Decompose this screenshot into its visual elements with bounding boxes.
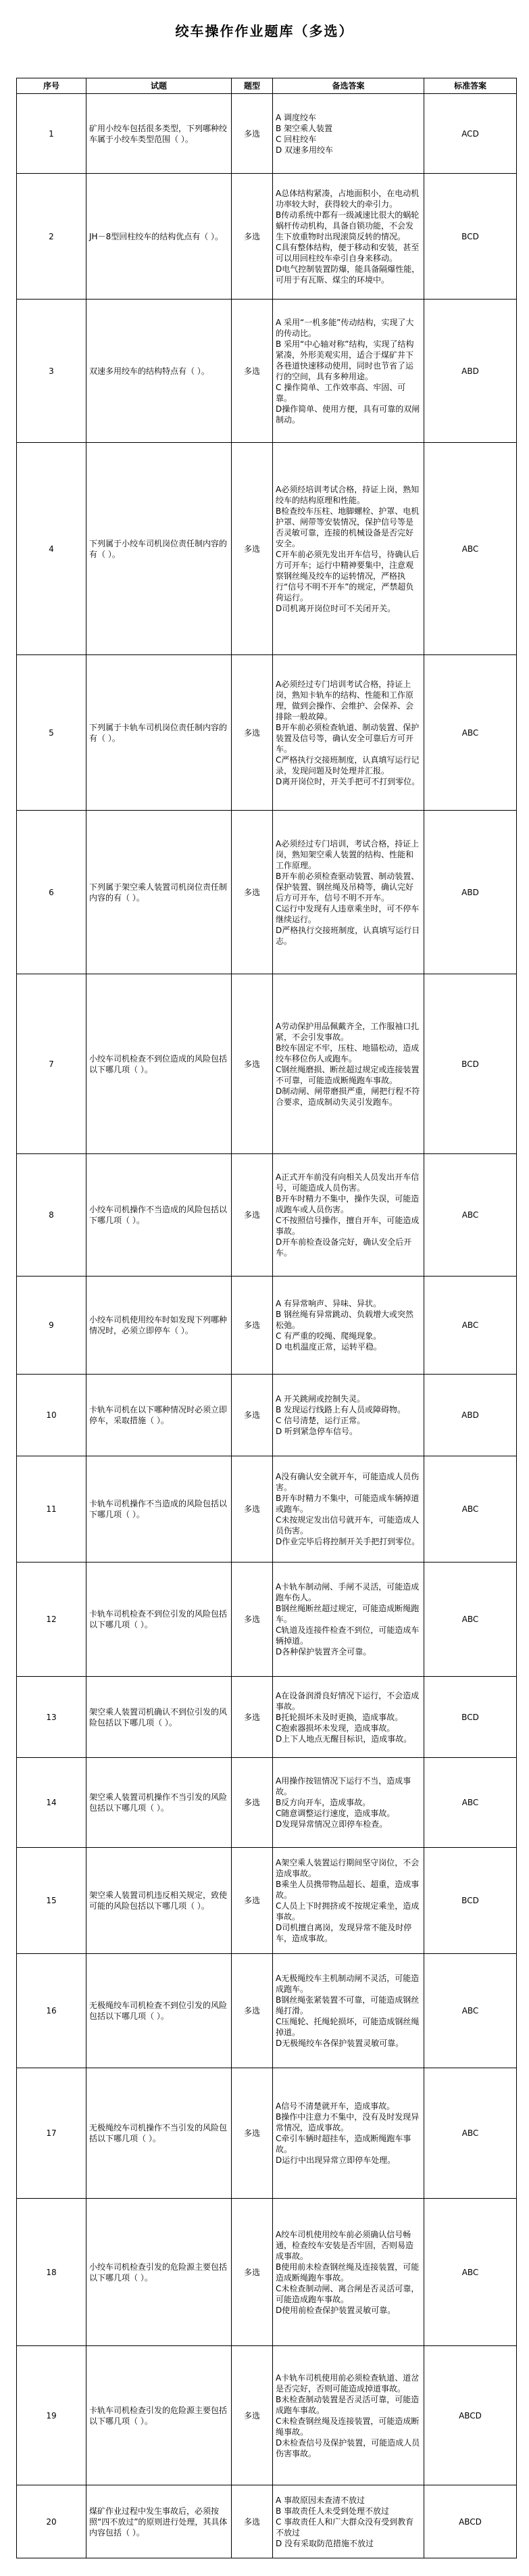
question-row <box>17 2199 517 2346</box>
question-row <box>17 1954 517 2068</box>
question-number: 13 <box>17 1677 86 1758</box>
answer-options: A 有异常响声、异味、异状。 B 钢丝绳有异常跳动、负载增大或突然松弛。 C 有严重的咬绳、爬绳现象。 D 电机温度正常，运转平稳。 <box>273 1277 424 1375</box>
question-number: 20 <box>17 2485 86 2558</box>
question-row <box>17 1677 517 1758</box>
answer-options: A必须经过专门培训，考试合格，持证上岗，熟知架空乘人装置的结构、性能和工作原理。 B开车前必须检查驱动装置、制动装置、保护装置、钢丝绳及吊椅等，确认完好后方可开车，信号不明不开车。 C运行中发现有人违章乘坐时，可不停车继续运行。 D严格执行交接班制度，认真填写运行日志。 <box>273 811 424 974</box>
question-type: 多选 <box>232 2346 273 2485</box>
answer-options: A 开关跳闸或控制失灵。 B 发现运行线路上有人员或障碍物。 C 信号清楚，运行正常。 D 听到紧急停车信号。 <box>273 1375 424 1456</box>
question-type: 多选 <box>232 1375 273 1456</box>
question-row <box>17 1563 517 1677</box>
standard-answer: ABC <box>424 443 517 655</box>
question-type: 多选 <box>232 2068 273 2199</box>
question-type: 多选 <box>232 1758 273 1848</box>
question-text: 小绞车司机检查引发的危险源主要包括以下哪几项（ ）。 <box>86 2199 232 2346</box>
answer-options: A信号不清楚就开车，造成事故。 B操作中注意力不集中，没有及时发现异常情况，造成事故。 C牵引车辆时超挂车，造成断绳跑车事故。 D运行中出现异常立即停车处理。 <box>273 2068 424 2199</box>
question-type: 多选 <box>232 1954 273 2068</box>
answer-options: A架空乘人装置运行期间坚守岗位，不会造成事故。 B乘坐人员携带物品超长、超重，造成事故。 C人员上下时拥挤或不按规定乘坐，造成事故。 D司机擅自离岗，发现异常不能及时停车，造成事故。 <box>273 1848 424 1954</box>
question-row <box>17 174 517 300</box>
question-type: 多选 <box>232 1563 273 1677</box>
standard-answer: ABC <box>424 1277 517 1375</box>
question-row <box>17 1375 517 1456</box>
question-text: 小绞车司机使用绞车时如发现下列哪种情况时，必须立即停车（ ）。 <box>86 1277 232 1375</box>
question-type: 多选 <box>232 1154 273 1277</box>
answer-options: A卡轨车司机使用前必须检查轨道、道岔是否完好，否则可能造成掉道事故。 B未检查制动装置是否灵活可靠，可能造成跑车事故。 C未检查钢丝绳及连接装置，可能造成断绳事故。 D未检查信号及保护装置，可能造成人员伤害事故。 <box>273 2346 424 2485</box>
question-text: 卡轨车司机检查不到位引发的风险包括以下哪几项（ ）。 <box>86 1563 232 1677</box>
question-number: 9 <box>17 1277 86 1375</box>
answer-options: A必须经培训考试合格，持证上岗，熟知绞车的结构原理和性能。 B检查绞车压柱、地脚螺栓、护罩、电机护罩、闸带等安装情况，保护信号等是否灵敏可靠，连接的机械设备是否完好安全。 C开车前必须先发出开车信号，待确认后方可开车；运行中精神要集中，注意观察钢丝绳及绞车的运转情况，严格执行“信号不明不开车”的规定，严禁超负荷运行。 D司机离开岗位时可不关闭开关。 <box>273 443 424 655</box>
standard-answer: ACD <box>424 94 517 174</box>
question-text: 下列属于卡轨车司机岗位责任制内容的有（ ）。 <box>86 655 232 811</box>
standard-answer: ABD <box>424 1375 517 1456</box>
question-row <box>17 2068 517 2199</box>
standard-answer: ABC <box>424 1154 517 1277</box>
standard-answer: BCD <box>424 974 517 1154</box>
question-text: 煤矿作业过程中发生事故后，必须按照“四不放过”的原则进行处理，其具体内容包括（ ）。 <box>86 2485 232 2558</box>
question-number: 2 <box>17 174 86 300</box>
answer-options: A无极绳绞车主机制动闸不灵活，可能造成跑车。 B钢丝绳张紧装置不可靠，可能造成钢丝绳打滑。 C压绳轮、托绳轮损坏，可能造成钢丝绳掉道。 D无极绳绞车各保护装置灵敏可靠。 <box>273 1954 424 2068</box>
answer-options: A在设备润滑良好情况下运行，不会造成事故。 B托轮损坏未及时更换，造成事故。 C抱索器损坏未发现，造成事故。 D上下人地点无醒目标识，造成事故。 <box>273 1677 424 1758</box>
question-number: 14 <box>17 1758 86 1848</box>
question-type: 多选 <box>232 2485 273 2558</box>
question-number: 15 <box>17 1848 86 1954</box>
header-answer: 标准答案 <box>424 78 517 94</box>
question-type: 多选 <box>232 300 273 443</box>
question-type: 多选 <box>232 94 273 174</box>
standard-answer: ABD <box>424 811 517 974</box>
question-type: 多选 <box>232 974 273 1154</box>
standard-answer: ABC <box>424 1954 517 2068</box>
question-row <box>17 94 517 174</box>
standard-answer: BCD <box>424 1848 517 1954</box>
question-row <box>17 1277 517 1375</box>
question-text: 下列属于架空乘人装置司机岗位责任制内容的有（ ）。 <box>86 811 232 974</box>
answer-options: A没有确认安全就开车，可能造成人员伤害。 B开车时精力不集中，可能造成车辆掉道或跑车。 C未按规定发出信号就开车，可能造成人员伤害。 D作业完毕后将控制开关手把打到零位。 <box>273 1456 424 1563</box>
question-bank-table <box>16 78 517 2558</box>
question-text: 架空乘人装置司机操作不当引发的风险包括以下哪几项（ ）。 <box>86 1758 232 1848</box>
question-text: 无极绳绞车司机检查不到位引发的风险包括以下哪几项（ ）。 <box>86 1954 232 2068</box>
question-number: 12 <box>17 1563 86 1677</box>
question-row <box>17 443 517 655</box>
standard-answer: ABC <box>424 655 517 811</box>
question-type: 多选 <box>232 811 273 974</box>
question-number: 7 <box>17 974 86 1154</box>
standard-answer: ABC <box>424 2199 517 2346</box>
document-title: 绞车操作作业题库（多选） <box>175 23 354 39</box>
answer-options: A 采用“一机多能”传动结构，实现了大的传动比。 B 采用“中心轴对称”结构，实现了结构紧凑，外形美观实用，适合于煤矿井下各巷道快速移动使用，同时也节省了运行的空间，具有多种用途。 C 操作简单、工作效率高、牢固、可靠。 D操作简单、使用方便，具有可靠的双闸制动。 <box>273 300 424 443</box>
question-type: 多选 <box>232 1456 273 1563</box>
answer-options: A卡轨车制动闸、手闸不灵活，可能造成跑车伤人。 B钢丝绳断丝超过规定，可能造成断绳跑车。 C轨道及连接件检查不到位，可能造成车辆掉道。 D各种保护装置齐全可靠。 <box>273 1563 424 1677</box>
question-text: 小绞车司机操作不当造成的风险包括以下哪几项（ ）。 <box>86 1154 232 1277</box>
header-options: 备选答案 <box>273 78 424 94</box>
answer-options: A总体结构紧凑，占地面积小，在电动机功率较大时，获得较大的牵引力。 B传动系统中都有一级减速比很大的蜗轮蜗杆传动机构，具备自锁功能，不会发生下放重物时出现滚筒反转的情况。 C具有整体结构，便于移动和安装，甚至可以用回柱绞车牵引自身来移动。 D电气控制装置防爆，能具备隔爆性能，可用于有瓦斯、煤尘的环境中。 <box>273 174 424 300</box>
question-number: 1 <box>17 94 86 174</box>
question-row <box>17 655 517 811</box>
answer-options: A绞车司机使用绞车前必须确认信号畅通，检查绞车安装是否牢固，否则易造成事故。 B使用前未检查钢丝绳及连接装置，可能造成断绳跑车事故。 C未检查制动闸、离合闸是否灵活可靠，可能造成跑车事故。 D使用前检查保护装置灵敏可靠。 <box>273 2199 424 2346</box>
question-type: 多选 <box>232 443 273 655</box>
answer-options: A 调度绞车 B 架空乘人装置 C 回柱绞车 D 双速多用绞车 <box>273 94 424 174</box>
table-header-row <box>17 78 517 94</box>
question-row <box>17 1848 517 1954</box>
answer-options: A劳动保护用品佩戴齐全，工作服袖口扎紧，不会引发事故。 B绞车固定不牢，压柱、地锚松动，造成绞车移位伤人或跑车。 C钢丝绳磨损、断丝超过规定或连接装置不可靠，可能造成断绳跑车事故。 D制动闸、闸带磨损严重，闸把行程不符合要求，造成制动失灵引发跑车。 <box>273 974 424 1154</box>
question-text: 卡轨车司机操作不当造成的风险包括以下哪几项（ ）。 <box>86 1456 232 1563</box>
question-row <box>17 1758 517 1848</box>
standard-answer: BCD <box>424 174 517 300</box>
question-number: 18 <box>17 2199 86 2346</box>
question-number: 6 <box>17 811 86 974</box>
question-text: 卡轨车司机检查引发的危险源主要包括以下哪几项（ ）。 <box>86 2346 232 2485</box>
standard-answer: ABC <box>424 1563 517 1677</box>
question-type: 多选 <box>232 1277 273 1375</box>
header-number: 序号 <box>17 78 86 94</box>
question-text: 卡轨车司机在以下哪种情况时必须立即停车，采取措施（ ）。 <box>86 1375 232 1456</box>
question-row <box>17 974 517 1154</box>
question-row <box>17 300 517 443</box>
question-number: 19 <box>17 2346 86 2485</box>
answer-options: A用操作按钮情况下运行不当，造成事故。 B反方向开车，造成事故。 C随意调整运行速度，造成事故。 D发现异常情况立即停车检查。 <box>273 1758 424 1848</box>
answer-options: A正式开车前没有向相关人员发出开车信号，可能造成人员伤害。 B开车时精力不集中，操作失误，可能造成跑车或人员伤害。 C不按照信号操作，擅自开车，可能造成事故。 D开车前检查设备完好，确认安全后开车。 <box>273 1154 424 1277</box>
question-row <box>17 2346 517 2485</box>
question-type: 多选 <box>232 1677 273 1758</box>
question-number: 17 <box>17 2068 86 2199</box>
question-number: 16 <box>17 1954 86 2068</box>
question-row <box>17 2485 517 2558</box>
question-text: 矿用小绞车包括很多类型，下列哪种绞车属于小绞车类型范围（ ）。 <box>86 94 232 174</box>
question-row <box>17 1154 517 1277</box>
standard-answer: ABC <box>424 2068 517 2199</box>
question-type: 多选 <box>232 174 273 300</box>
question-text: 下列属于小绞车司机岗位责任制内容的有（ ）。 <box>86 443 232 655</box>
question-number: 3 <box>17 300 86 443</box>
question-number: 11 <box>17 1456 86 1563</box>
standard-answer: ABCD <box>424 2346 517 2485</box>
question-text: 无极绳绞车司机操作不当引发的风险包括以下哪几项（ ）。 <box>86 2068 232 2199</box>
standard-answer: ABCD <box>424 2485 517 2558</box>
question-text: 小绞车司机检查不到位造成的风险包括以下哪几项（ ）。 <box>86 974 232 1154</box>
question-type: 多选 <box>232 1848 273 1954</box>
question-text: JH－8型回柱绞车的结构优点有（ ）。 <box>86 174 232 300</box>
question-text: 双速多用绞车的结构特点有（ ）。 <box>86 300 232 443</box>
question-number: 4 <box>17 443 86 655</box>
question-row <box>17 811 517 974</box>
standard-answer: BCD <box>424 1677 517 1758</box>
question-type: 多选 <box>232 655 273 811</box>
question-type: 多选 <box>232 2199 273 2346</box>
question-text: 架空乘人装置司机确认不到位引发的风险包括以下哪几项（ ）。 <box>86 1677 232 1758</box>
question-row <box>17 1456 517 1563</box>
standard-answer: ABC <box>424 1456 517 1563</box>
header-question: 试题 <box>86 78 232 94</box>
standard-answer: ABC <box>424 1758 517 1848</box>
answer-options: A 事故原因未查清不放过 B 事故责任人未受到处理不放过 C 事故责任人和广大群众没有受到教育不放过 D 没有采取防范措施不放过 <box>273 2485 424 2558</box>
question-number: 5 <box>17 655 86 811</box>
header-type: 题型 <box>232 78 273 94</box>
answer-options: A必须经过专门培训考试合格，持证上岗，熟知卡轨车的结构、性能和工作原理，做到会操作、会维护、会保养、会排除一般故障。 B开车前必须检查轨道、制动装置、保护装置及信号等，确认安全可靠后方可开车。 C严格执行交接班制度，认真填写运行记录，发现问题及时处理并汇报。 D离开岗位时，开关手把可不打到零位。 <box>273 655 424 811</box>
question-number: 8 <box>17 1154 86 1277</box>
question-number: 10 <box>17 1375 86 1456</box>
question-text: 架空乘人装置司机违反相关规定，致使可能的风险包括以下哪几项（ ）。 <box>86 1848 232 1954</box>
standard-answer: ABD <box>424 300 517 443</box>
